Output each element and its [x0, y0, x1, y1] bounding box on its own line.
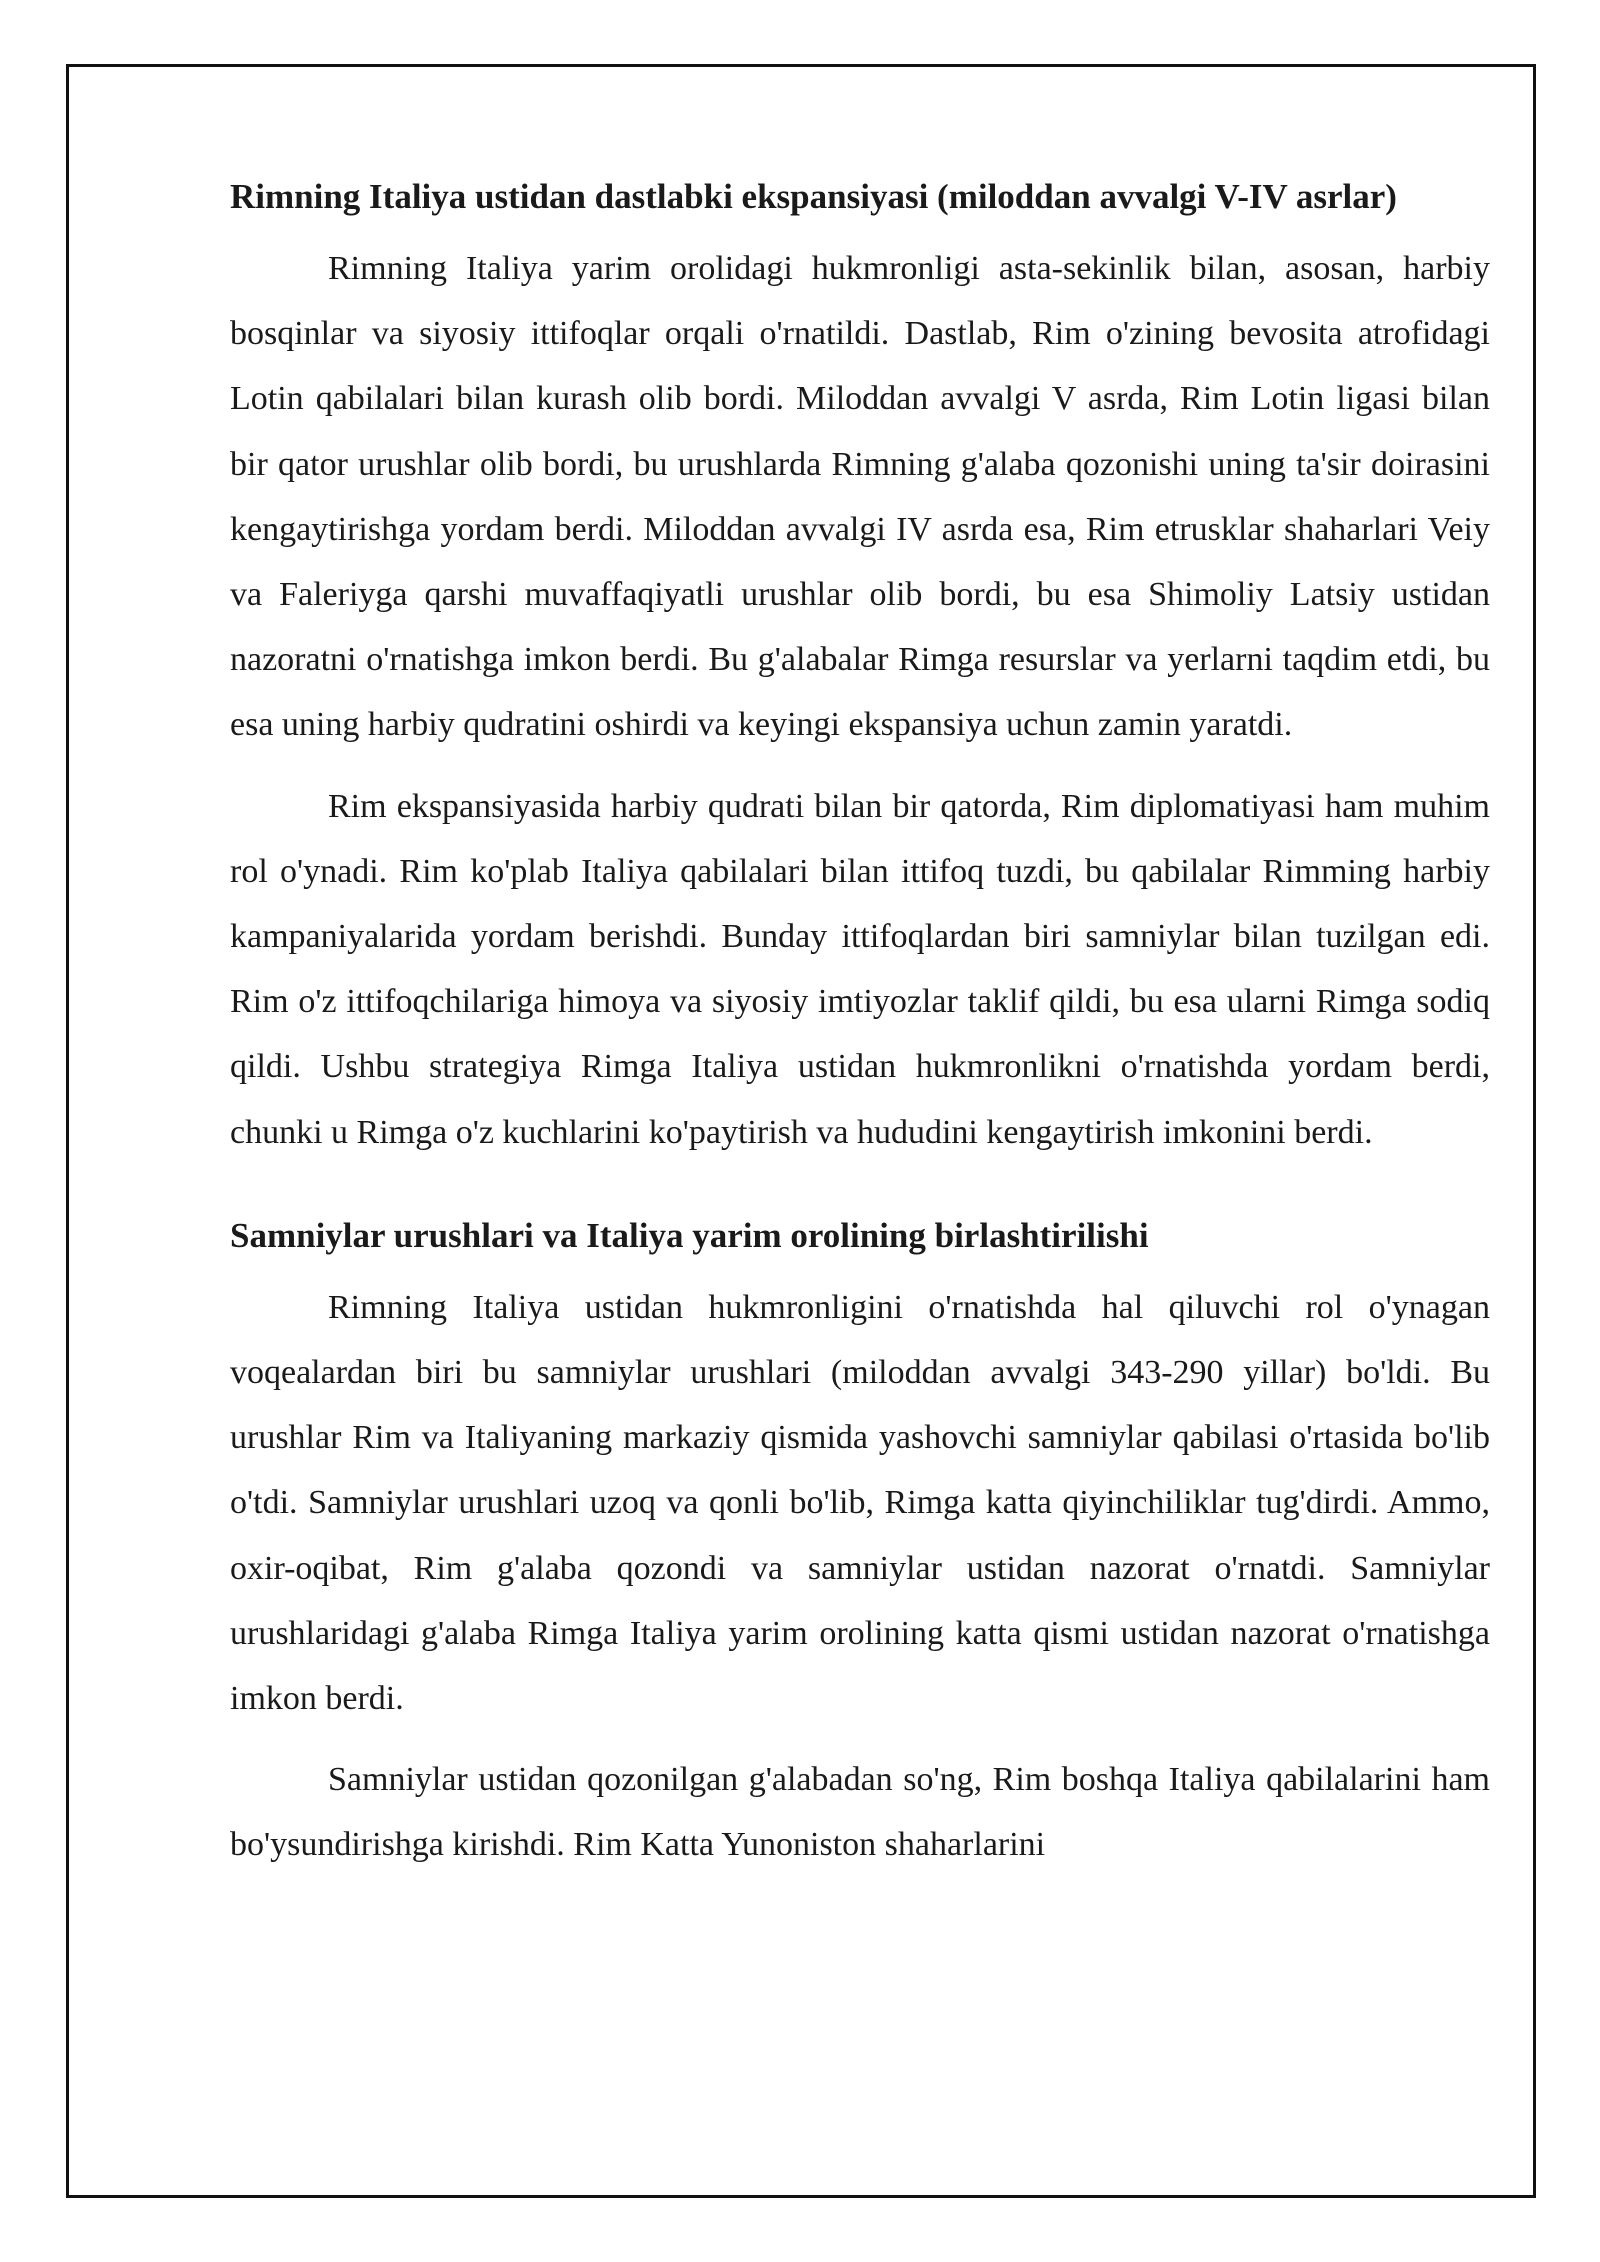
document-body	[230, 172, 1490, 1878]
paragraph-samnite-wars: Rimning Italiya ustidan hukmronligini o'rnatishda hal qiluvchi rol o'ynagan voqealardan biri bu samniylar urushlari (miloddan avvalgi 343-290 yillar) bo'ldi. Bu urushlar Rim va Italiyaning markaziy qismida yashovchi samniylar qabilasi o'rtasida bo'lib o'tdi. Samniylar urushlari uzoq va qonli bo'lib, Rimga katta qiyinchiliklar tug'dirdi. Ammo, oxir-oqibat, Rim g'alaba qozondi va samniylar ustidan nazorat o'rnatdi. Samniylar urushlaridagi g'alaba Rimga Italiya yarim orolining katta qismi ustidan nazorat o'rnatishga imkon berdi.	[230, 1288, 1490, 1718]
paragraph-early-expansion-military: Rimning Italiya yarim orolidagi hukmronligi asta-sekinlik bilan, asosan, harbiy bosqinlar va siyosiy ittifoqlar orqali o'rnatildi. Dastlab, Rim o'zining bevosita atrofidagi Lotin qabilalari bilan kurash olib bordi. Miloddan avvalgi V asrda, Rim Lotin ligasi bilan bir qator urushlar olib bordi, bu urushlarda Rimning g'alaba qozonishi uning ta'sir doirasini kengaytirishga yordam berdi. Miloddan avvalgi IV asrda esa, Rim etrusklar shaharlari Veiy va Faleriyga qarshi muvaffaqiyatli urushlar olib bordi, bu esa Shimoliy Latsiy ustidan nazoratni o'rnatishga imkon berdi. Bu g'alabalar Rimga resurslar va yerlarni taqdim etdi, bu esa uning harbiy qudratini oshirdi va keyingi ekspansiya uchun zamin yaratdi.	[230, 250, 1490, 744]
section-heading-early-expansion: Rimning Italiya ustidan dastlabki ekspansiyasi (miloddan avvalgi V-IV asrlar)	[230, 177, 1397, 216]
paragraph-early-expansion-diplomacy: Rim ekspansiyasida harbiy qudrati bilan bir qatorda, Rim diplomatiyasi ham muhim rol o'ynadi. Rim ko'plab Italiya qabilalari bilan ittifoq tuzdi, bu qabilalar Rimming harbiy kampaniyalarida yordam berishdi. Bunday ittifoqlardan biri samniylar bilan tuzilgan edi. Rim o'z ittifoqchilariga himoya va siyosiy imtiyozlar taklif qildi, bu esa ularni Rimga sodiq qildi. Ushbu strategiya Rimga Italiya ustidan hukmronlikni o'rnatishda yordam berdi, chunki u Rimga o'z kuchlarini ko'paytirish va hududini kengaytirish imkonini berdi.	[230, 787, 1490, 1151]
paragraph-after-samnite-victory: Samniylar ustidan qozonilgan g'alabadan so'ng, Rim boshqa Italiya qabilalarini ham bo'ysundirishga kirishdi. Rim Katta Yunoniston shaharlarini	[230, 1761, 1490, 1864]
section-heading-samnite-wars: Samniylar urushlari va Italiya yarim orolining birlashtirilishi	[230, 1215, 1149, 1255]
